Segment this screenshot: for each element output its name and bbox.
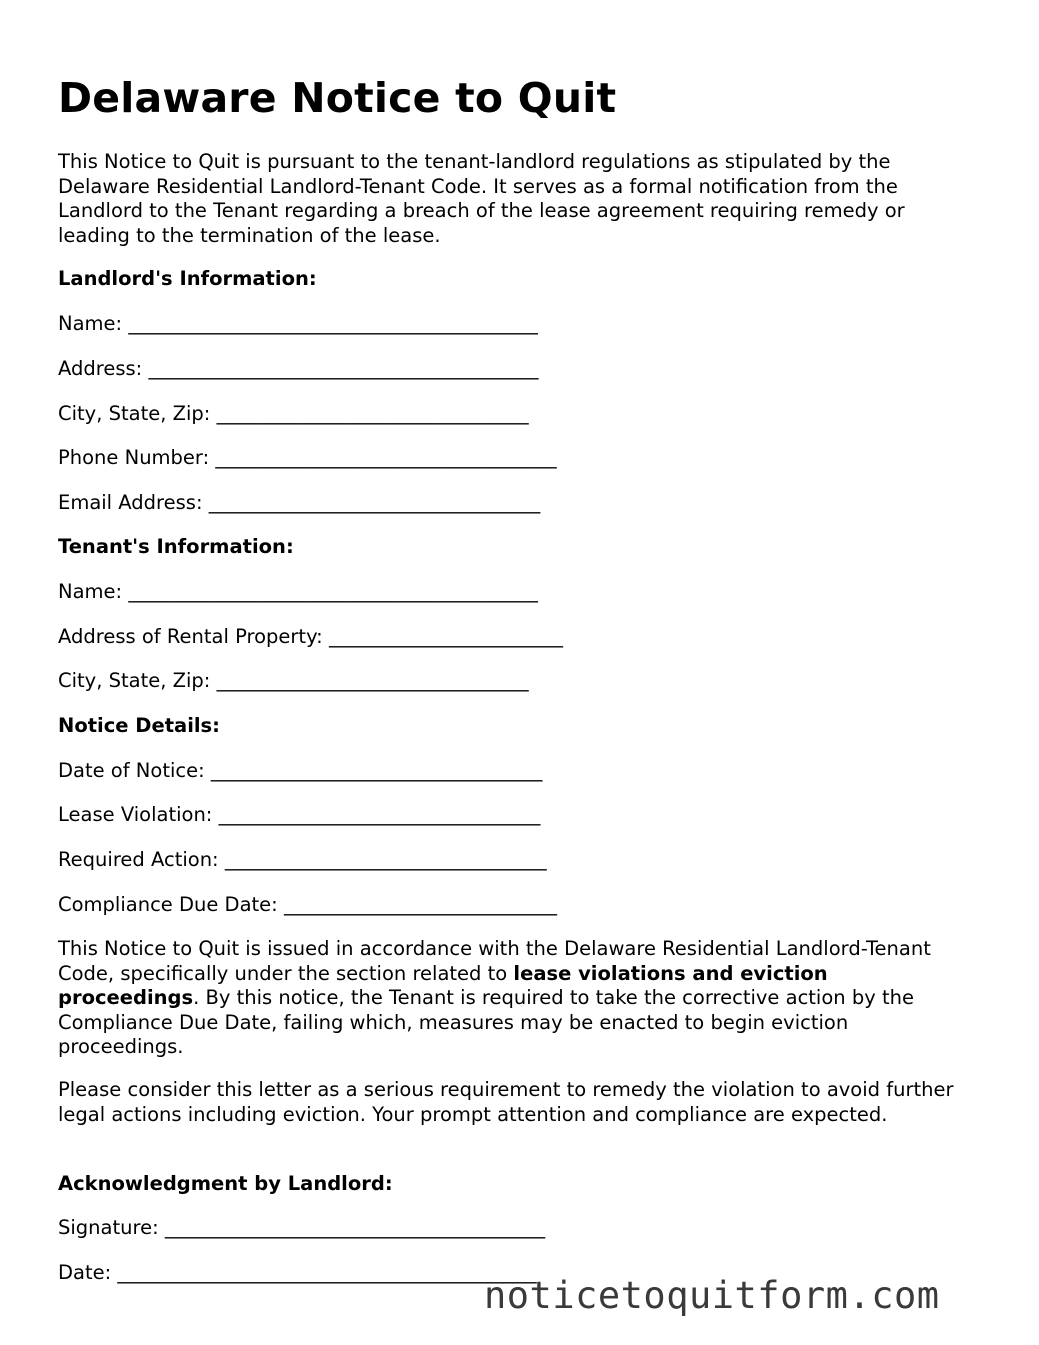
blank-line[interactable]: __________________________________________ bbox=[128, 580, 538, 603]
field-label: Signature: bbox=[58, 1216, 165, 1239]
landlord-email-field[interactable] bbox=[58, 491, 540, 514]
blank-line[interactable]: __________________________________ bbox=[208, 491, 541, 514]
tenant-address-field[interactable] bbox=[58, 625, 563, 648]
tenant-city-field[interactable] bbox=[58, 669, 529, 692]
blank-line[interactable]: ________________________________ bbox=[216, 402, 529, 425]
body-text: This Notice to Quit is issued in accordance with the Delaware Residential Landlord-Tenant Code, specifically under the section related to bbox=[58, 937, 931, 985]
field-label: Address: bbox=[58, 357, 149, 380]
field-label: Date of Notice: bbox=[58, 759, 211, 782]
blank-line[interactable]: _________________________________ bbox=[218, 803, 541, 826]
body-paragraph-1 bbox=[58, 937, 973, 1060]
notice-details-heading: Notice Details: bbox=[58, 714, 220, 737]
blank-line[interactable]: __________________________________________ bbox=[128, 312, 538, 335]
tenant-heading: Tenant's Information: bbox=[58, 535, 294, 558]
blank-line[interactable]: ________________________________________ bbox=[148, 357, 539, 380]
field-label: Email Address: bbox=[58, 491, 209, 514]
landlord-city-field[interactable] bbox=[58, 402, 529, 425]
blank-line[interactable]: ____________________________ bbox=[283, 893, 557, 916]
required-action-field[interactable] bbox=[58, 848, 547, 871]
compliance-due-date-field[interactable] bbox=[58, 893, 557, 916]
ack-date-field[interactable] bbox=[58, 1261, 537, 1284]
field-label: Required Action: bbox=[58, 848, 225, 871]
watermark: noticetoquitform.com bbox=[484, 1274, 940, 1317]
intro-paragraph: This Notice to Quit is pursuant to the tenant-landlord regulations as stipulated by the Delaware Residential Landlord-Tenant Code. It serves as a formal notification from the Landlord to the Tenant regarding a breach of the lease agreement requiring remedy or leading to the termination of the lease. bbox=[58, 150, 905, 247]
tenant-name-field[interactable] bbox=[58, 580, 538, 603]
field-label: Lease Violation: bbox=[58, 803, 219, 826]
blank-line[interactable]: _______________________________________ bbox=[164, 1216, 546, 1239]
field-label: City, State, Zip: bbox=[58, 402, 217, 425]
blank-line[interactable]: ________________________________ bbox=[216, 669, 529, 692]
field-label: Name: bbox=[58, 580, 129, 603]
field-label: Date: bbox=[58, 1261, 118, 1284]
lease-violation-field[interactable] bbox=[58, 803, 540, 826]
body-text: . By this notice, the Tenant is required to take the corrective action by the Compliance Due Date, failing which, measures may be enacted to begin eviction proceedings. bbox=[58, 986, 914, 1058]
blank-line[interactable]: ___________________________________________ bbox=[117, 1261, 537, 1284]
signature-field[interactable] bbox=[58, 1216, 545, 1239]
field-label: Name: bbox=[58, 312, 129, 335]
acknowledgment-heading: Acknowledgment by Landlord: bbox=[58, 1172, 393, 1195]
blank-line[interactable]: _________________________________ bbox=[224, 848, 547, 871]
blank-line[interactable]: ________________________ bbox=[328, 625, 563, 648]
document-title: Delaware Notice to Quit bbox=[58, 74, 617, 122]
body-paragraph-2: Please consider this letter as a serious requirement to remedy the violation to avoid further legal actions including eviction. Your prompt attention and compliance are expected. bbox=[58, 1078, 954, 1126]
field-label: City, State, Zip: bbox=[58, 669, 217, 692]
notice-date-field[interactable] bbox=[58, 759, 542, 782]
blank-line[interactable]: __________________________________ bbox=[210, 759, 543, 782]
landlord-heading: Landlord's Information: bbox=[58, 267, 317, 290]
landlord-address-field[interactable] bbox=[58, 357, 538, 380]
field-label: Address of Rental Property: bbox=[58, 625, 329, 648]
landlord-name-field[interactable] bbox=[58, 312, 538, 335]
field-label: Phone Number: bbox=[58, 446, 216, 469]
blank-line[interactable]: ___________________________________ bbox=[215, 446, 557, 469]
body-emphasis: lease violations and eviction proceedings bbox=[58, 961, 828, 1009]
landlord-phone-field[interactable] bbox=[58, 446, 557, 469]
field-label: Compliance Due Date: bbox=[58, 893, 284, 916]
